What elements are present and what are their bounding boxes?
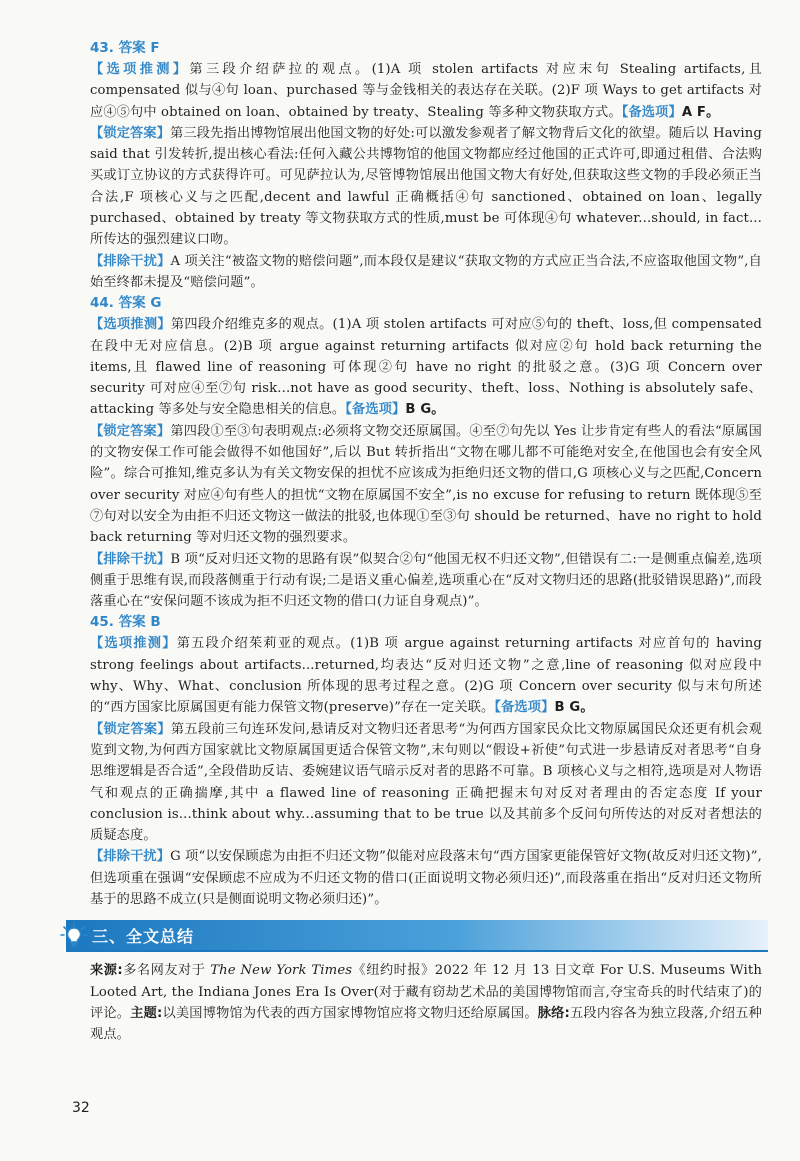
section-header-bar [66,920,768,952]
exclude-tag: 【排除干扰】 [90,253,171,269]
candidate-value: B G。 [554,700,594,716]
source-label: 来源: [90,963,123,979]
page-number: 32 [72,1100,90,1116]
section-title: 三、全文总结 [92,927,195,947]
answer-43-predict [90,59,762,123]
candidate-tag: 【备选项】 [494,700,555,716]
candidate-tag: 【备选项】 [345,402,406,418]
source-paper-title: The New York Times [210,963,353,979]
lock-text: 第四段①至③句表明观点:必须将文物交还原属国。④至⑦句先以 Yes 让步肯定有些人的看法“原属国的文物安保工作可能会做得不如他国好”,后以 But 转折指出“文物在哪儿都不可能绝对安全,在他国也会有安全风险”。综合可推知,维克多认为有关文物安保的担忧不应该成为拒绝归还文物的借口,G 项核心义与之匹配,Concern over security 对应④句有些人的担忧“文物在原属国不安全”,is no excuse for refusing to return 既体现⑤至⑦句对以安全为由拒不归还文物这一做法的批驳,也体现①至③句 should be returned、have no right to hold back returning 等对归还文物的强烈要求。 [90,423,762,546]
answer-44-predict [90,314,762,420]
answer-44-heading: 44. 答案 G [90,295,162,312]
predict-text: 第五段介绍茱莉亚的观点。(1)B 项 argue against returning artifacts 对应首句的 having strong feelings about artifacts...returned,均表达“反对归还文物”之意,line of reasoning 似对应段中 why、Why、What、conclusion 所体现的思考过程之意。(2)G 项 Concern over security 似与末句所述的“西方国家比原属国更有能力保管文物(preserve)”存在一定关联。 [90,636,762,716]
answer-44-exclude [90,549,762,613]
answer-43-heading: 43. 答案 F [90,40,160,56]
option-predict-tag: 【选项推测】 [90,62,190,77]
answer-content [90,38,762,1045]
exclude-tag: 【排除干扰】 [90,551,171,567]
lock-answer-tag: 【锁定答案】 [90,423,171,439]
predict-text: 第三段介绍萨拉的观点。(1)A 项 stolen artifacts 对应末句 Stealing artifacts,且 compensated 似与④句 loan、purchased 等与金钱相关的表达存在关联。(2)F 项 Ways to get artifacts 对应④⑤句中 obtained on loan、obtained by treaty、Stealing 等多种文物获取方式。 [90,62,762,120]
theme-text: 以美国博物馆为代表的西方国家博物馆应将文物归还给原属国。 [162,1005,538,1021]
lock-text: 第五段前三句连环发问,悬请反对文物归还者思考“为何西方国家民众比文物原属国民众还更有机会观览到文物,为何西方国家就比文物原属国更适合保管文物”,末句则以“假设+祈使”句式进一步悬请反对者思考“自身思维逻辑是否合适”,全段借助反诘、委婉建议语气暗示反对者的思路不可靠。B 项核心义与之相符,选项是对人物语气和观点的正确揣摩,其中 a flawed line of reasoning 正确把握末句对反对者理由的否定态度 If your conclusion is...think about why...assuming that to be true 以及其前多个反问句所传达的对反对者想法的质疑态度。 [90,721,762,844]
structure-text: 五段内容各为独立段落,介绍五种观点。 [90,1005,762,1043]
candidate-tag: 【备选项】 [621,104,682,120]
exclude-text: A 项关注“被盗文物的赔偿问题”,而本段仅是建议“获取文物的方式应正当合法,不应盗取他国文物”,自始至终都未提及“赔偿问题”。 [90,253,762,290]
theme-label: 主题: [130,1005,163,1021]
answer-45-exclude [90,846,762,910]
lock-text: 第三段先指出博物馆展出他国文物的好处:可以激发参观者了解文物背后文化的欲望。随后以 Having said that 引发转折,提出核心看法:任何入藏公共博物馆的他国文物都应经过他国的正式许可,即通过租借、合法购买或订立协议的方式获得许可。可见萨拉认为,尽管博物馆展出他国文物大有好处,但获取这些文物的手段必须正当合法,F 项核心义与之匹配,decent and lawful 正确概括④句 sanctioned、obtained on loan、legally purchased、obtained by treaty 等文物获取方式的性质,must be 可体现④句 whatever...should, in fact...所传达的强烈建议口吻。 [90,125,762,248]
structure-label: 脉络: [537,1005,570,1021]
summary-paragraph [90,960,762,1045]
source-pre: 多名网友对于 [122,963,206,979]
option-predict-tag: 【选项推测】 [90,636,177,652]
option-predict-tag: 【选项推测】 [90,317,171,333]
lock-answer-tag: 【锁定答案】 [90,125,171,141]
answer-45-heading: 45. 答案 B [90,614,161,631]
answer-44-lock [90,421,762,549]
answer-45-predict [90,633,762,718]
candidate-value: B G。 [405,402,445,418]
exclude-text: G 项“以安保顾虑为由拒不归还文物”似能对应段落末句“西方国家更能保管好文物(故反对归还文物)”,但选项重在强调“安保顾虑不应成为不归还文物的借口(正面说明文物必须归还)”,而段落重在指出“反对归还文物所基于的思路不成立(只是侧面说明文物必须归还)”。 [90,849,762,907]
candidate-value: A F。 [681,104,720,120]
predict-text: 第四段介绍维克多的观点。(1)A 项 stolen artifacts 可对应⑤句的 theft、loss,但 compensated 在段中无对应信息。(2)B 项 argue against returning artifacts 似对应②句 hold back returning the items,且 flawed line of reasoning 可体现②句 have no right 的批驳之意。(3)G 项 Concern over security 可对应④至⑦句 risk...not have as good security、theft、loss、Nothing is absolutely safe、attacking 等多处与安全隐患相关的信息。 [90,317,762,418]
answer-43-lock [90,123,762,251]
lock-answer-tag: 【锁定答案】 [90,721,171,737]
source-text: 《纽约时报》2022 年 12 月 13 日文章 For U.S. Museums With Looted Art, the Indiana Jones Era Is Over(对于藏有窃劫艺术品的美国博物馆而言,夺宝奇兵的时代结束了)的评论。 [90,963,762,1021]
answer-45-lock [90,719,762,847]
exclude-tag: 【排除干扰】 [90,849,171,865]
exclude-text: B 项“反对归还文物的思路有误”似契合②句“他国无权不归还文物”,但错误有二:一是侧重点偏差,选项侧重于思维有误,而段落侧重于行动有误;二是语义重心偏差,选项重心在“反对文物归还的思路(批驳错误思路)”,而段落重心在“安保问题不该成为拒不归还文物的借口(力证自身观点)”。 [90,551,762,610]
lightbulb-icon [60,922,88,948]
answer-43-exclude [90,251,762,294]
